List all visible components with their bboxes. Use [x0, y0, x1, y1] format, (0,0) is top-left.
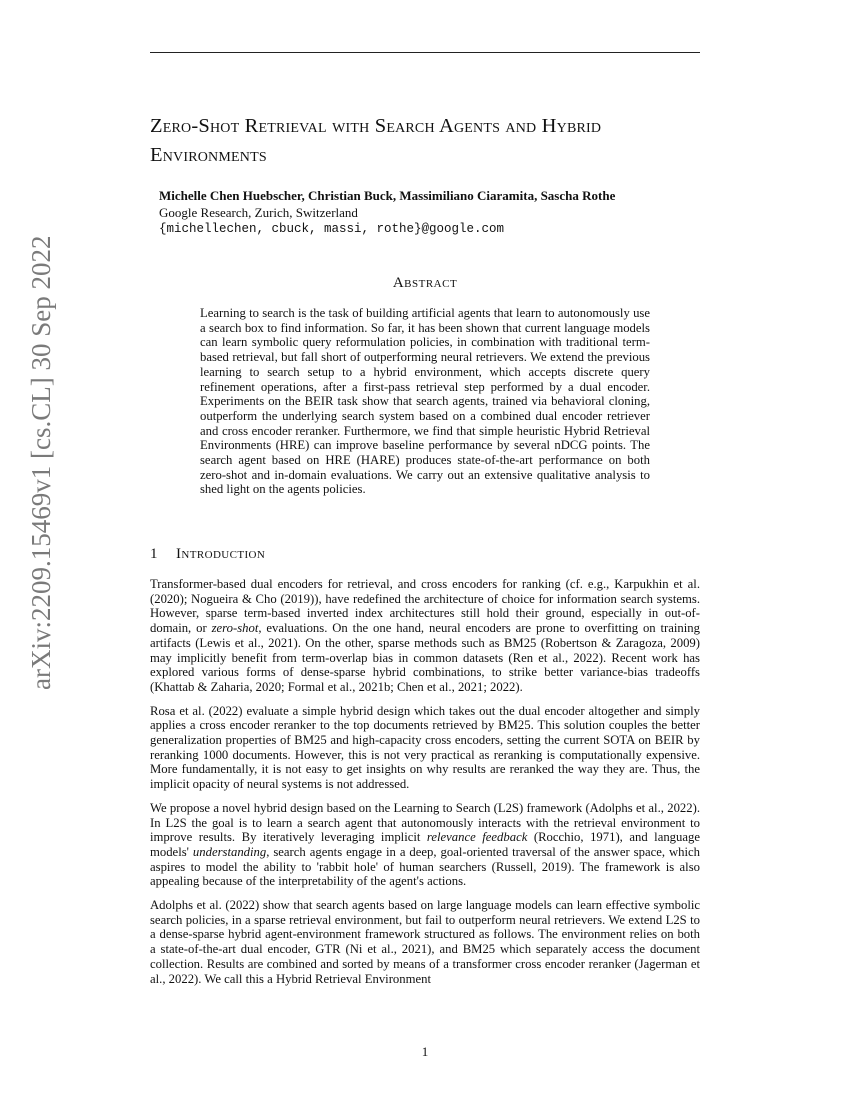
page-number: 1	[421, 1044, 429, 1059]
abstract-text: Learning to search is the task of building artificial agents that learn to autonomously use a search box to find information. So far, it has been shown that current language models can learn symbolic query reformulation policies, in combination with traditional term-based retrieval, but fall short of outperforming neural retrievers. We extend the previous learning to search setup to a hybrid environment, which accepts discrete query refinement operations, after a first-pass retrieval step performed by a dual encoder. Experiments on the BEIR task show that search agents, trained via behavioral cloning, outperform the underlying search system based on a combined dual encoder retriever and cross encoder reranker. Furthermore, we find that simple heuristic Hybrid Retrieval Environments (HRE) can improve baseline performance by several nDCG points. The search agent based on HRE (HARE) produces state-of-the-art performance on both zero-shot and in-domain evaluations. We carry out an extensive qualitative analysis to shed light on the agents policies.	[200, 306, 650, 497]
section-heading	[150, 546, 265, 563]
section-body	[150, 577, 700, 995]
paper-title: Zero-Shot Retrieval with Search Agents and Hybrid Environments	[150, 115, 602, 166]
paragraph: Transformer-based dual encoders for retrieval, and cross encoders for ranking (cf. e.g., Karpukhin et al. (2020); Nogueira & Cho (2019)), have redefined the architecture of choice for information search systems. However, sparse term-based inverted index architectures still hold their ground, especially in out-of-domain, or zero-shot, evaluations. On the one hand, neural encoders are prone to overfitting on training artifacts (Lewis et al., 2021). On the other, sparse methods such as BM25 (Robertson & Zaragoza, 2009) may implicitly benefit from term-overlap bias in common datasets (Ren et al., 2022). Recent work has explored various forms of dense-sparse hybrid combinations, to strike better variance-bias tradeoffs (Khattab & Zaharia, 2020; Formal et al., 2021b; Chen et al., 2021; 2022).	[150, 577, 700, 694]
author-block	[159, 187, 719, 238]
author-email: {michellechen, cbuck, massi, rothe}@google.com	[159, 222, 505, 236]
paragraph: Rosa et al. (2022) evaluate a simple hybrid design which takes out the dual encoder altogether and simply applies a cross encoder reranker to the top documents retrieved by BM25. This solution couples the better generalization properties of BM25 and high-capacity cross encoders, setting the current SOTA on BEIR by reranking 1000 documents. However, this is not very practical as reranking is computationally expensive. More fundamentally, it is not easy to get insights on why results are reranked the way they are. Thus, the implicit opacity of neural systems is not addressed.	[150, 703, 700, 792]
section-number: 1	[150, 546, 158, 562]
abstract-heading: Abstract	[392, 275, 458, 291]
paragraph: We propose a novel hybrid design based on the Learning to Search (L2S) framework (Adolphs et al., 2022). In L2S the goal is to learn a search agent that autonomously interacts with the retrieval environment to improve results. By iteratively leveraging implicit relevance feedback (Rocchio, 1971), and language models' understanding, search agents engage in a deep, goal-oriented traversal of the answer space, which aspires to model the ability to 'rabbit hole' of human searchers (Russell, 2019). The framework is also appealing because of the interpretability of the agent's actions.	[150, 800, 700, 889]
section-title: Introduction	[176, 546, 266, 562]
author-affiliation: Google Research, Zurich, Switzerland	[159, 205, 358, 220]
author-names: Michelle Chen Huebscher, Christian Buck, Massimiliano Ciaramita, Sascha Rothe	[159, 188, 616, 203]
top-rule	[150, 52, 700, 53]
arxiv-side-stamp: arXiv:2209.15469v1 [cs.CL] 30 Sep 2022	[26, 235, 56, 690]
paragraph: Adolphs et al. (2022) show that search agents based on large language models can learn effective symbolic search policies, in a sparse retrieval environment, but fail to outperform neural retrievers. We extend L2S to a dense-sparse hybrid agent-environment framework structured as follows. The environment relies on both a state-of-the-art dual encoder, GTR (Ni et al., 2021), and BM25 which separately access the document collection. Results are combined and sorted by means of a transformer cross encoder reranker (Jagerman et al., 2022). We call this a Hybrid Retrieval Environment	[150, 898, 700, 986]
